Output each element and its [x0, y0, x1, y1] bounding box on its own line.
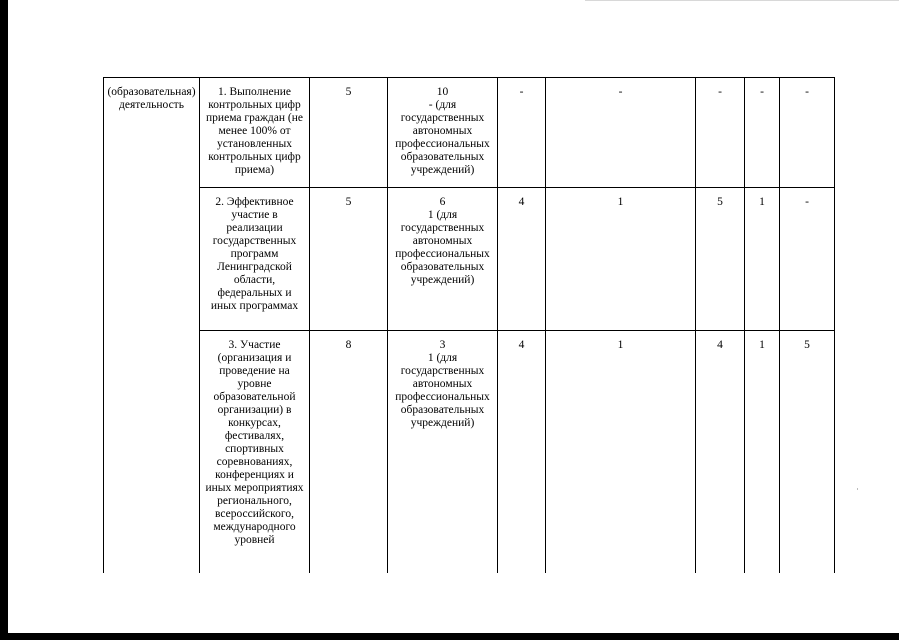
- table-row: [104, 331, 835, 573]
- table-cell: 5: [696, 188, 745, 331]
- score-cell: 8: [310, 331, 388, 573]
- table-cell: -: [498, 78, 546, 188]
- score-cell: 5: [310, 78, 388, 188]
- table-cell: 1: [745, 331, 780, 573]
- table-row: [104, 78, 835, 188]
- table-cell: 5: [780, 331, 835, 573]
- table-cell: 1: [546, 188, 696, 331]
- table-cell: 1: [745, 188, 780, 331]
- table-cell: -: [780, 188, 835, 331]
- value-cell: 10 - (для государственных автономных профессиональных образовательных учреждений): [388, 78, 498, 188]
- table-cell: 4: [696, 331, 745, 573]
- value-cell: 6 1 (для государственных автономных профессиональных образовательных учреждений): [388, 188, 498, 331]
- scan-top-line: [585, 0, 899, 1]
- table-cell: 1: [546, 331, 696, 573]
- scan-left-edge: [0, 0, 8, 640]
- value-cell: 3 1 (для государственных автономных профессиональных образовательных учреждений): [388, 331, 498, 573]
- table-cell: -: [546, 78, 696, 188]
- criterion-cell: 1. Выполнение контрольных цифр приема граждан (не менее 100% от установленных контрольных цифр приема): [200, 78, 310, 188]
- scan-bottom-edge: [0, 633, 899, 640]
- activity-type-cell: (образовательная) деятельность: [104, 78, 200, 573]
- table-cell: -: [696, 78, 745, 188]
- table-row: [104, 188, 835, 331]
- scan-speck: [857, 488, 858, 490]
- table-cell: -: [745, 78, 780, 188]
- table-cell: 4: [498, 331, 546, 573]
- criterion-cell: 2. Эффективное участие в реализации государственных программ Ленинградской области, федеральных и иных программах: [200, 188, 310, 331]
- criteria-table: [103, 77, 835, 573]
- table-cell: -: [780, 78, 835, 188]
- score-cell: 5: [310, 188, 388, 331]
- criterion-cell: 3. Участие (организация и проведение на уровне образовательной организации) в конкурсах, фестивалях, спортивных соревнованиях, конференциях и иных мероприятиях регионального, всероссийского, международного уровней: [200, 331, 310, 573]
- table-cell: 4: [498, 188, 546, 331]
